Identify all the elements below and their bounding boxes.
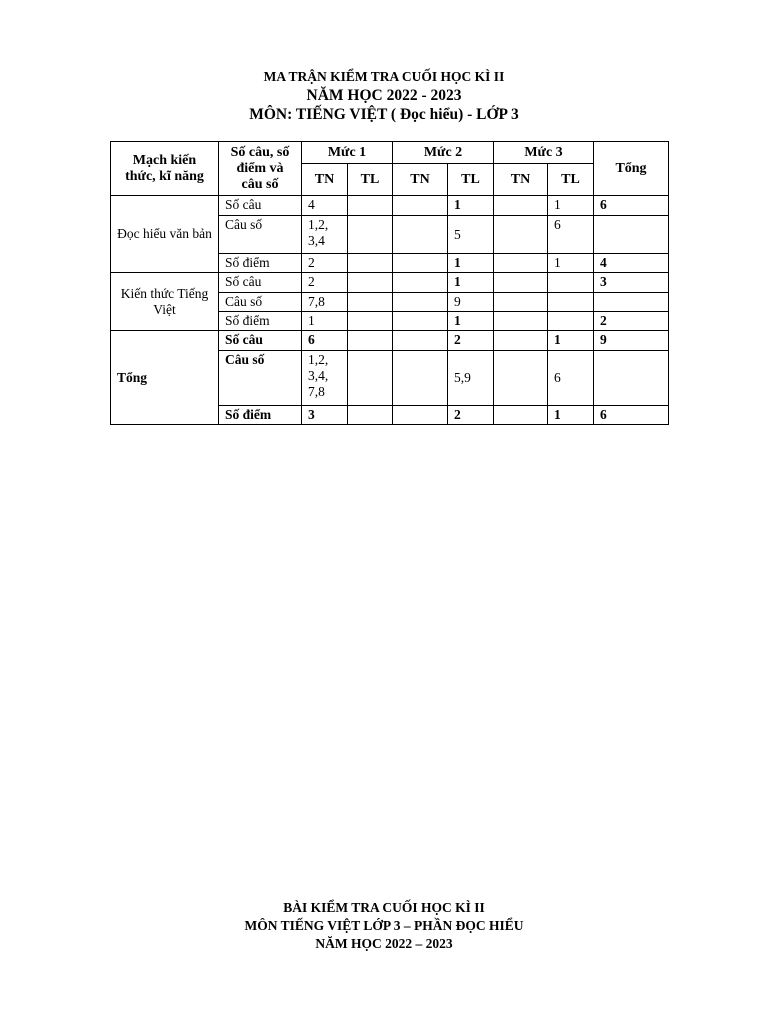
cell-tong: 6 xyxy=(594,406,669,425)
cell-m3-tn xyxy=(494,273,548,293)
cell-m3-tn xyxy=(494,216,548,254)
cell-m3-tl: 1 xyxy=(548,196,594,216)
cell-m3-tl: 1 xyxy=(548,406,594,425)
table-header-row xyxy=(111,142,669,164)
header-m2-tn: TN xyxy=(393,164,448,196)
cell-m2-tl: 9 xyxy=(448,293,494,312)
cell-m2-tn xyxy=(393,254,448,273)
cell-m2-tn xyxy=(393,293,448,312)
cell-tong: 2 xyxy=(594,312,669,331)
cell-m1-tn: 1 xyxy=(302,312,348,331)
cell-m2-tl: 1 xyxy=(448,254,494,273)
row-label: Câu số xyxy=(219,351,302,406)
cell-m3-tl xyxy=(548,312,594,331)
row-label: Số điểm xyxy=(219,406,302,425)
footer-line-3: NĂM HỌC 2022 – 2023 xyxy=(315,936,453,951)
exam-footer-title xyxy=(0,899,768,953)
cell-m1-tn: 6 xyxy=(302,331,348,351)
row-label: Số điểm xyxy=(219,312,302,331)
row-label: Câu số xyxy=(219,216,302,254)
row-label: Số điểm xyxy=(219,254,302,273)
cell-m3-tl xyxy=(548,273,594,293)
group-name-tong: Tổng xyxy=(111,331,219,425)
school-year-title: NĂM HỌC 2022 - 2023 xyxy=(306,87,462,104)
cell-m2-tn xyxy=(393,196,448,216)
cell-m3-tn xyxy=(494,351,548,406)
cell-tong xyxy=(594,293,669,312)
cell-m2-tl: 5,9 xyxy=(448,351,494,406)
cell-tong: 3 xyxy=(594,273,669,293)
header-muc-2: Mức 2 xyxy=(393,142,494,164)
footer-line-2: MÔN TIẾNG VIỆT LỚP 3 – PHẦN ĐỌC HIỂU xyxy=(244,918,524,933)
row-label: Số câu xyxy=(219,196,302,216)
cell-m2-tl: 1 xyxy=(448,312,494,331)
cell-m1-tl xyxy=(348,254,393,273)
cell-m2-tl: 1 xyxy=(448,273,494,293)
cell-m1-tl xyxy=(348,351,393,406)
cell-tong: 6 xyxy=(594,196,669,216)
cell-m3-tn xyxy=(494,406,548,425)
matrix-title: MA TRẬN KIỂM TRA CUỐI HỌC KÌ II xyxy=(263,69,505,84)
cell-m1-tn: 7,8 xyxy=(302,293,348,312)
group-name-kien-thuc: Kiến thức Tiếng Việt xyxy=(111,273,219,331)
header-m1-tl: TL xyxy=(348,164,393,196)
group-name-doc-hieu: Đọc hiểu văn bản xyxy=(111,196,219,273)
exam-matrix-table xyxy=(110,141,669,425)
cell-m1-tl xyxy=(348,406,393,425)
cell-m2-tn xyxy=(393,351,448,406)
header-skill: Mạch kiến thức, kĩ năng xyxy=(111,142,219,196)
cell-m1-tl xyxy=(348,196,393,216)
cell-m1-tn: 1,2, 3,4, 7,8 xyxy=(302,351,348,406)
cell-m2-tn xyxy=(393,216,448,254)
cell-m2-tl: 2 xyxy=(448,406,494,425)
header-m2-tl: TL xyxy=(448,164,494,196)
header-m1-tn: TN xyxy=(302,164,348,196)
cell-m1-tn: 2 xyxy=(302,254,348,273)
cell-m1-tl xyxy=(348,273,393,293)
cell-m1-tn: 4 xyxy=(302,196,348,216)
cell-m3-tl: 1 xyxy=(548,331,594,351)
header-count-type: Số câu, số điểm và câu số xyxy=(219,142,302,196)
cell-m2-tn xyxy=(393,273,448,293)
table-row xyxy=(111,196,669,216)
cell-m3-tl: 1 xyxy=(548,254,594,273)
cell-m1-tl xyxy=(348,331,393,351)
header-muc-1: Mức 1 xyxy=(302,142,393,164)
cell-m1-tl xyxy=(348,216,393,254)
cell-m2-tn xyxy=(393,312,448,331)
cell-m1-tn: 1,2, 3,4 xyxy=(302,216,348,254)
cell-m2-tn xyxy=(393,406,448,425)
row-label: Số câu xyxy=(219,273,302,293)
cell-m3-tn xyxy=(494,312,548,331)
cell-m2-tl: 5 xyxy=(448,216,494,254)
cell-m1-tn: 2 xyxy=(302,273,348,293)
cell-m3-tl xyxy=(548,293,594,312)
cell-m2-tl: 1 xyxy=(448,196,494,216)
cell-m3-tn xyxy=(494,254,548,273)
cell-m3-tn xyxy=(494,331,548,351)
cell-tong xyxy=(594,216,669,254)
cell-tong: 4 xyxy=(594,254,669,273)
cell-m1-tl xyxy=(348,293,393,312)
header-m3-tn: TN xyxy=(494,164,548,196)
header-muc-3: Mức 3 xyxy=(494,142,594,164)
table-row xyxy=(111,331,669,351)
table-row xyxy=(111,273,669,293)
cell-m3-tl: 6 xyxy=(548,351,594,406)
cell-m1-tn: 3 xyxy=(302,406,348,425)
cell-m3-tn xyxy=(494,196,548,216)
subject-title: MÔN: TIẾNG VIỆT ( Đọc hiểu) - LỚP 3 xyxy=(249,106,519,123)
cell-tong: 9 xyxy=(594,331,669,351)
row-label: Số câu xyxy=(219,331,302,351)
cell-tong xyxy=(594,351,669,406)
cell-m2-tl: 2 xyxy=(448,331,494,351)
header-tong: Tổng xyxy=(594,142,669,196)
footer-line-1: BÀI KIỂM TRA CUỐI HỌC KÌ II xyxy=(283,900,485,915)
cell-m3-tn xyxy=(494,293,548,312)
header-m3-tl: TL xyxy=(548,164,594,196)
cell-m3-tl: 6 xyxy=(548,216,594,254)
cell-m2-tn xyxy=(393,331,448,351)
row-label: Câu số xyxy=(219,293,302,312)
cell-m1-tl xyxy=(348,312,393,331)
